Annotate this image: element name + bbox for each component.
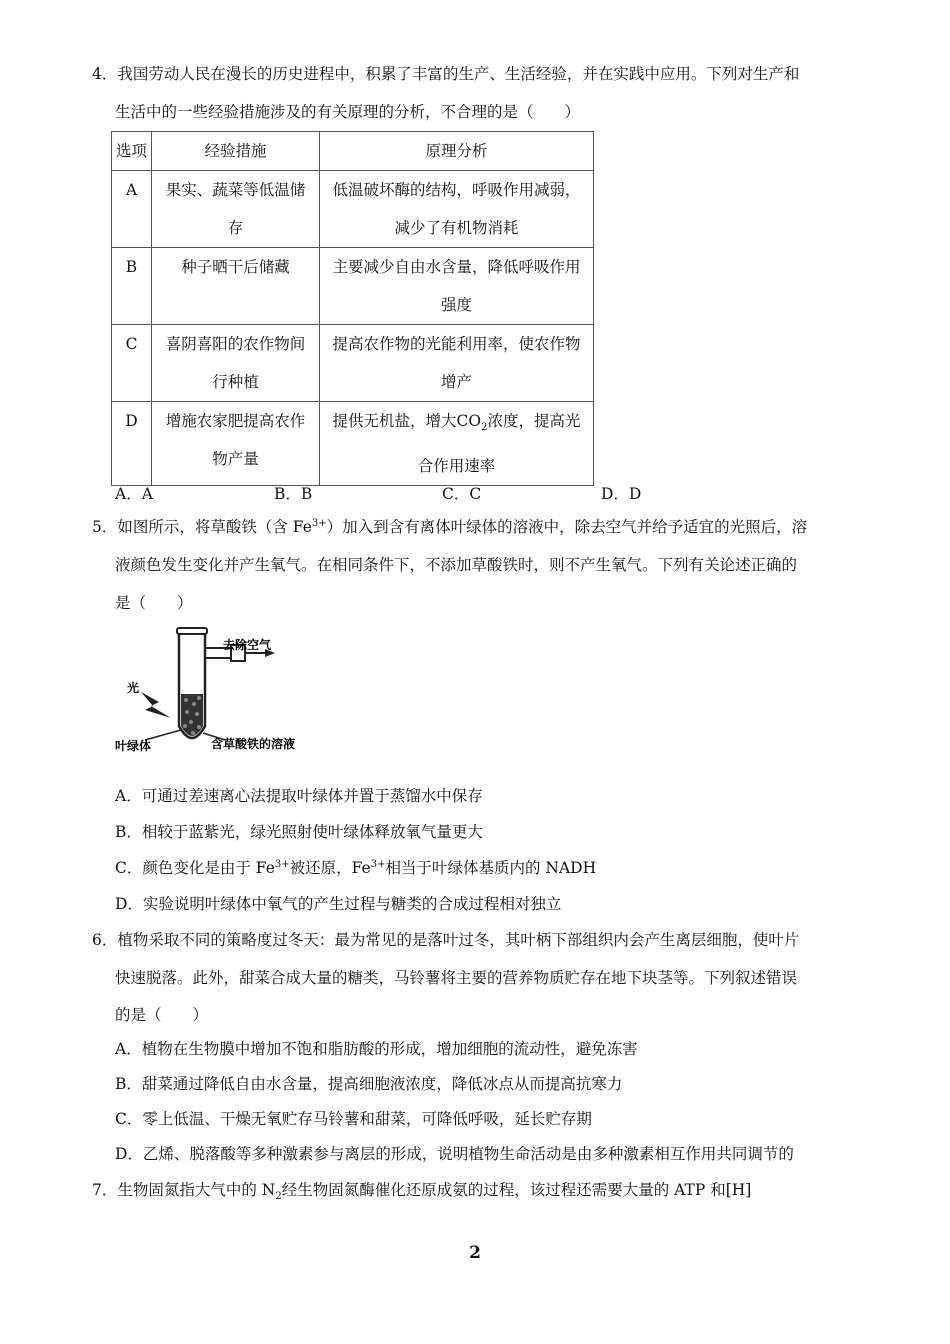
q5-stem-line3: 是（ ） [115,594,193,612]
q4-stem-line2: 生活中的一些经验措施涉及的有关原理的分析，不合理的是（ ） [115,103,581,121]
table-row [112,325,594,402]
q5-stem-line1: 5．如图所示，将草酸铁（含 $Fe^{3+}$）加入到含有离体叶绿体的溶液中，除去空气并给予适宜的光照后，溶 [92,517,808,536]
row-analysis-l2: 强度 [440,296,472,314]
row-option: B [112,248,152,325]
q5-option-c[interactable]: C．颜色变化是由于 $Fe^{3+}$被还原，$Fe^{3+}$相当于叶绿体基质内的 NADH [115,858,597,877]
q5-figure [115,618,320,758]
q5-option-a[interactable]: A．可通过差速离心法提取叶绿体并置于蒸馏水中保存 [115,787,483,805]
row-analysis-l1: 低温破坏酶的结构，呼吸作用减弱， [332,181,581,199]
q6-option-a[interactable]: A．植物在生物膜中增加不饱和脂肪酸的形成，增加细胞的流动性，避免冻害 [115,1040,638,1058]
table-header-measure: 经验措施 [152,132,320,171]
row-analysis-l1: 提供无机盐，增大$CO_2$浓度，提高光 [332,412,581,434]
row-analysis-l2: 增产 [440,373,472,391]
q6-stem-line1: 6．植物采取不同的策略度过冬天：最为常见的是落叶过冬，其叶柄下部组织内会产生离层细胞，使叶片 [92,931,800,949]
row-analysis-l1: 提高农作物的光能利用率，使农作物 [332,335,581,353]
table-header-option: 选项 [112,132,152,171]
q6-stem-line2: 快速脱落。此外，甜菜合成大量的糖类，马铃薯将主要的营养物质贮存在地下块茎等。下列叙述错误 [115,969,798,987]
q7-stem-line1: 7．生物固氮指大气中的 $N_2$经生物固氮酶催化还原成氨的过程，该过程还需要大量的 ATP 和[H] [92,1181,752,1203]
page-number: 2 [469,1243,481,1263]
row-option: A [112,171,152,248]
q6-stem-line3: 的是（ ） [115,1006,209,1024]
q4-option-c[interactable]: C．C [442,485,482,503]
q5-option-d[interactable]: D．实验说明叶绿体中氧气的产生过程与糖类的合成过程相对独立 [115,895,562,913]
fig-label-solution: 含草酸铁的溶液 [211,737,296,751]
q4-table [111,131,594,486]
row-analysis-l2: 减少了有机物消耗 [394,219,519,237]
table-row [112,402,594,486]
row-option: D [112,402,152,486]
table-row [112,248,594,325]
fig-label-air: 去除空气 [223,638,272,652]
q6-option-d[interactable]: D．乙烯、脱落酸等多种激素参与离层的形成，说明植物生命活动是由多种激素相互作用共同调节的 [115,1145,794,1163]
row-measure-l2: 物产量 [212,450,259,468]
q4-option-d[interactable]: D．D [601,485,642,503]
row-measure-l1: 增施农家肥提高农作 [165,412,306,430]
row-analysis-l2: 合作用速率 [417,457,496,476]
row-analysis-l1: 主要减少自由水含量，降低呼吸作用 [332,258,581,276]
q4-option-a[interactable]: A．A [115,485,153,503]
row-measure-l1: 喜阴喜阳的农作物间 [165,335,306,353]
row-measure-l1: 种子晒干后储藏 [181,258,290,276]
table-row [112,171,594,248]
row-measure-l2: 行种植 [212,373,259,391]
row-measure-l1: 果实、蔬菜等低温储 [165,181,306,199]
table-header-analysis: 原理分析 [320,132,594,171]
q5-option-b[interactable]: B．相较于蓝紫光，绿光照射使叶绿体释放氧气量更大 [115,823,483,841]
q6-option-c[interactable]: C．零上低温、干燥无氧贮存马铃薯和甜菜，可降低呼吸，延长贮存期 [115,1110,592,1128]
q5-stem-line2: 液颜色发生变化并产生氧气。在相同条件下，不添加草酸铁时，则不产生氧气。下列有关论述正确的 [115,556,798,574]
q6-option-b[interactable]: B．甜菜通过降低自由水含量，提高细胞液浓度，降低冰点从而提高抗寒力 [115,1075,623,1093]
q4-option-b[interactable]: B．B [274,485,313,503]
row-option: C [112,325,152,402]
q4-stem-line1: 4．我国劳动人民在漫长的历史进程中，积累了丰富的生产、生活经验，并在实践中应用。下列对生产和 [92,65,800,83]
fig-label-light: 光 [127,681,140,695]
row-measure-l2: 存 [227,219,244,237]
fig-label-chloroplast: 叶绿体 [115,739,152,753]
